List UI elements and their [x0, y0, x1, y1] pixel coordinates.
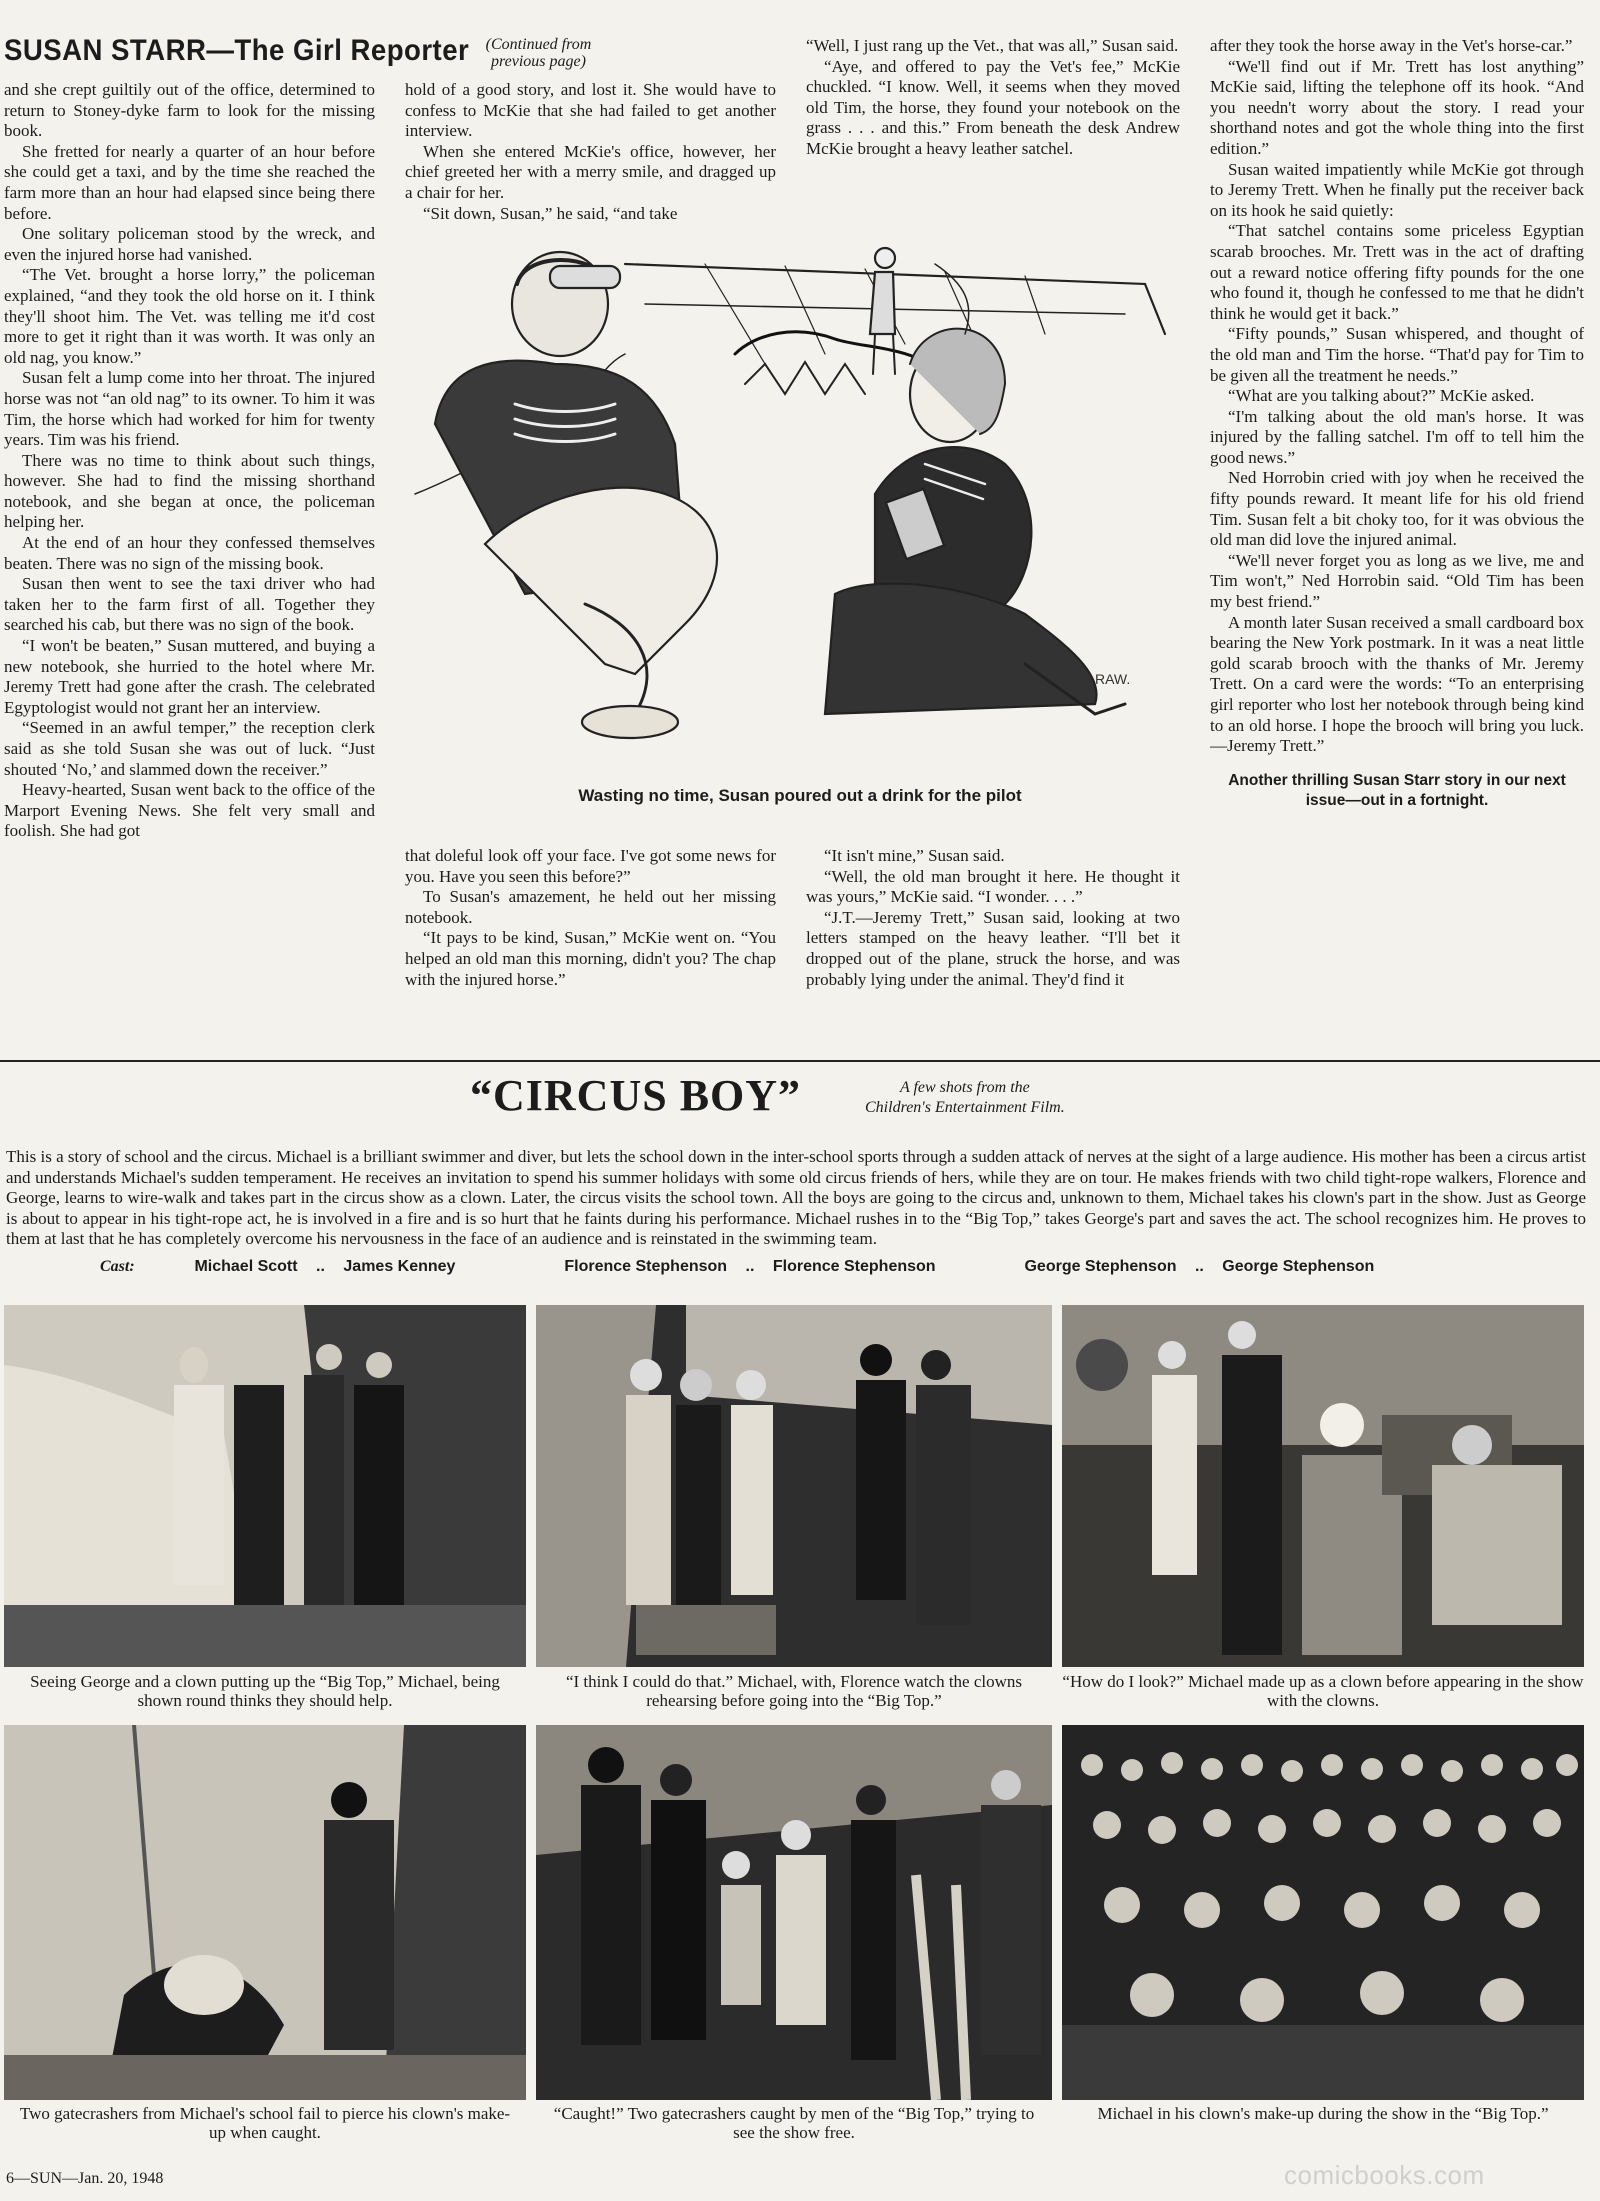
cast-separator: ..: [316, 1258, 325, 1275]
next-issue-notice: Another thrilling Susan Starr story in our next issue—out in a fortnight.: [1228, 771, 1566, 809]
film-synopsis: This is a story of school and the circus. Michael is a brilliant swimmer and diver, but lets the school down in the inter-school sports through a sudden attack of nerves at the sight of a large audience. His mother has been a circus artist and understands Michael's sudden temperament. He receives an invitation to spend his summer holidays with some old circus friends of hers, while they are on tour. He makes friends with two child tight-rope walkers, Florence and George, learns to wire-walk and takes part in the circus show as a clown. Later, the circus visits the school town. All the boys are going to the circus and, unknown to them, Michael takes his clown's part in the show. Just as George is about to appear in his tight-rope act, he is involved in a fire and is so hurt that he faints during his performance. Michael rushes in to the “Big Top,” takes George's part and saves the act. The school recognizes him. He proves to them at last that he has completely overcome his nervousness in the face of an audience and is reinstated in the swimming team.: [6, 1147, 1586, 1249]
film-still-4: [4, 1725, 526, 2100]
paragraph: that doleful look off your face. I've got some news for you. Have you seen this before?”: [405, 846, 776, 886]
continued-note-line: previous page): [491, 53, 586, 70]
paragraph: “I'm talking about the old man's horse. It was injured by the falling satchel. I'm off to tell him the good news.”: [1210, 406, 1584, 467]
audience-scene: [1062, 1725, 1584, 2100]
paragraph: “Fifty pounds,” Susan whispered, and thought of the old man and Tim the horse. “That'd pay for Tim to be given all the treatment he needs.”: [1210, 324, 1584, 385]
paragraph: There was no time to think about such things, however. She had to find the missing shorthand notebook, and she began at once, the policeman helping her.: [4, 450, 375, 532]
paragraph: “Well, the old man brought it here. He thought it was yours,” McKie said. “I wonder. . . .”: [806, 866, 1180, 907]
paragraph: One solitary policeman stood by the wreck, and even the injured horse had vanished.: [4, 224, 375, 264]
cast-actor: James Kenney: [343, 1258, 456, 1275]
photo-caption-4: Two gatecrashers from Michael's school fail to pierce his clown's make-up when caught.: [19, 2104, 511, 2142]
cast-role: Florence Stephenson: [564, 1258, 728, 1275]
paragraph: To Susan's amazement, he held out her missing notebook.: [405, 887, 776, 927]
cast-list: [100, 1258, 1540, 1276]
continued-note: [486, 36, 592, 70]
story-column-1: [4, 80, 375, 1040]
illustration-caption: Wasting no time, Susan poured out a drink for the pilot: [578, 786, 1022, 805]
cast-label: Cast:: [100, 1258, 135, 1275]
film-still-6: [1062, 1725, 1584, 2100]
paragraph: Susan felt a lump come into her throat. The injured horse was not “an old nag” to its owner. To him it was Tim, the horse which had worked for him for twenty years. Tim was his friend.: [4, 368, 375, 450]
photo-caption-3: “How do I look?” Michael made up as a clown before appearing in the show with the clowns.: [1062, 1672, 1584, 1710]
cast-role: Michael Scott: [194, 1258, 298, 1275]
story-column-3-bottom: [806, 846, 1180, 1046]
paragraph: “Sit down, Susan,” he said, “and take: [423, 203, 678, 223]
paragraph: “Well, I just rang up the Vet., that was all,” Susan said.: [806, 36, 1179, 55]
cast-role: George Stephenson: [1024, 1258, 1177, 1275]
story-title: SUSAN STARR—The Girl Reporter: [4, 34, 470, 67]
paragraph: Susan then went to see the taxi driver who had taken her to the farm first of all. Together they searched his cab, but there was no sign of the book.: [4, 574, 375, 635]
film-still-2: [536, 1305, 1052, 1667]
paragraph: Ned Horrobin cried with joy when he received the fifty pounds reward. It meant life for his old friend Tim. Susan felt a bit choky too, for it was obvious the old man did love the injured animal.: [1210, 468, 1584, 550]
paragraph: “It pays to be kind, Susan,” McKie went on. “You helped an old man this morning, didn't you? The chap with the injured horse.”: [405, 928, 776, 989]
pilot-and-reporter-drawing: [405, 244, 1195, 754]
cast-separator: ..: [745, 1258, 755, 1275]
page-footer: 6—SUN—Jan. 20, 1948: [6, 2170, 164, 2187]
film-still-1: [4, 1305, 526, 1667]
watermark: comicbooks.com: [1284, 2160, 1485, 2190]
film-still-3: [1062, 1305, 1584, 1667]
paragraph: “The Vet. brought a horse lorry,” the policeman explained, “and they took the old horse on it. I think they'll shoot him. The Vet. was telling me it'd cost more to get it right than it was worth. It was only an old nag, you know.”: [4, 265, 375, 367]
continued-note-line: (Continued from: [485, 36, 592, 53]
paragraph: “We'll find out if Mr. Trett has lost anything” McKie said, lifting the telephone off its hook. “And you needn't worry about the story. I read your shorthand notes and got the whole thing into the first edition.”: [1210, 56, 1584, 158]
photo-caption-1: Seeing George and a clown putting up the “Big Top,” Michael, being shown round thinks they should help.: [30, 1672, 500, 1710]
paragraph: “I won't be beaten,” Susan muttered, and buying a new notebook, she hurried to the hotel where Mr. Jeremy Trett had gone after the crash. The celebrated Egyptologist would not grant her an interview.: [4, 636, 375, 717]
circus-boy-subtitle: [865, 1078, 1065, 1118]
paragraph: “Seemed in an awful temper,” the reception clerk said as she told Susan she was out of luck. “Just shouted ‘No,’ and slammed down the receiver.”: [4, 718, 375, 779]
paragraph: At the end of an hour they confessed themselves beaten. There was no sign of the missing book.: [4, 533, 375, 573]
cast-actor: Florence Stephenson: [772, 1258, 936, 1275]
paragraph: and she crept guiltily out of the office, determined to return to Stoney-dyke farm to look for the missing book.: [4, 80, 375, 141]
paragraph: “Aye, and offered to pay the Vet's fee,” McKie chuckled. “I know. Well, it seems when they moved old Tim, the horse, they found your notebook on the grass . . . and this.” From beneath the desk Andrew McKie brought a heavy leather satchel.: [806, 56, 1180, 158]
cast-actor: George Stephenson: [1222, 1258, 1375, 1275]
paragraph: “What are you talking about?” McKie asked.: [1228, 386, 1535, 406]
story-column-4: [1210, 36, 1584, 1056]
subtitle-line: A few shots from the: [899, 1079, 1030, 1096]
story-column-2-bottom: [405, 846, 776, 1046]
cast-separator: ..: [1194, 1258, 1204, 1275]
photo-caption-2: “I think I could do that.” Michael, with, Florence watch the clowns rehearsing before going into the “Big Top.”: [565, 1672, 1023, 1710]
paragraph: “We'll never forget you as long as we live, me and Tim won't,” Ned Horrobin said. “Old Tim has been my best friend.”: [1210, 550, 1584, 612]
paragraph: “That satchel contains some priceless Egyptian scarab brooches. Mr. Trett was in the act of drafting out a reward notice offering fifty pounds for the one who found it, though he confessed to me that he didn't think he would get it back.”: [1210, 221, 1584, 323]
section-divider: [0, 1060, 1600, 1062]
story-header: [4, 34, 724, 78]
photo-caption-5: “Caught!” Two gatecrashers caught by men of the “Big Top,” trying to see the show free.: [553, 2104, 1035, 2142]
artist-signature: RAW.: [1095, 671, 1131, 687]
paragraph: “J.T.—Jeremy Trett,” Susan said, looking at two letters stamped on the heavy leather. “I'll bet it dropped out of the plane, struck the horse, and was probably lying under the animal. They'd find it: [806, 907, 1180, 989]
paragraph: A month later Susan received a small cardboard box bearing the New York postmark. In it was a neat little gold scarab brooch with the thanks of Mr. Jeremy Trett. On a card were the words: “To an enterprising girl reporter who lost her notebook through being kind to an old horse. I hope the brooch will bring you luck.—Jeremy Trett.”: [1210, 612, 1584, 756]
film-still-5: [536, 1725, 1052, 2100]
paragraph: after they took the horse away in the Vet's horse-car.”: [1210, 36, 1573, 55]
story-column-3-top: [806, 36, 1180, 236]
photo-caption-6: Michael in his clown's make-up during the show in the “Big Top.”: [1097, 2104, 1549, 2123]
story-column-2-top: [405, 80, 776, 230]
story-illustration: [405, 244, 1195, 754]
paragraph: hold of a good story, and lost it. She would have to confess to McKie that she had failed to get another interview.: [405, 80, 776, 141]
paragraph: “It isn't mine,” Susan said.: [824, 846, 1005, 865]
circus-boy-title: “CIRCUS BOY”: [470, 1071, 802, 1120]
paragraph: When she entered McKie's office, however, her chief greeted her with a merry smile, and dragged up a chair for her.: [405, 141, 776, 202]
subtitle-line: Children's Entertainment Film.: [865, 1099, 1065, 1116]
paragraph: Heavy-hearted, Susan went back to the office of the Marport Evening News. She felt very small and foolish. She had got: [4, 780, 375, 841]
paragraph: She fretted for nearly a quarter of an hour before she could get a taxi, and by the time she reached the farm more than an hour had elapsed since being there before.: [4, 141, 375, 223]
paragraph: Susan waited impatiently while McKie got through to Jeremy Trett. When he finally put the receiver back on its hook he said quietly:: [1210, 159, 1584, 220]
